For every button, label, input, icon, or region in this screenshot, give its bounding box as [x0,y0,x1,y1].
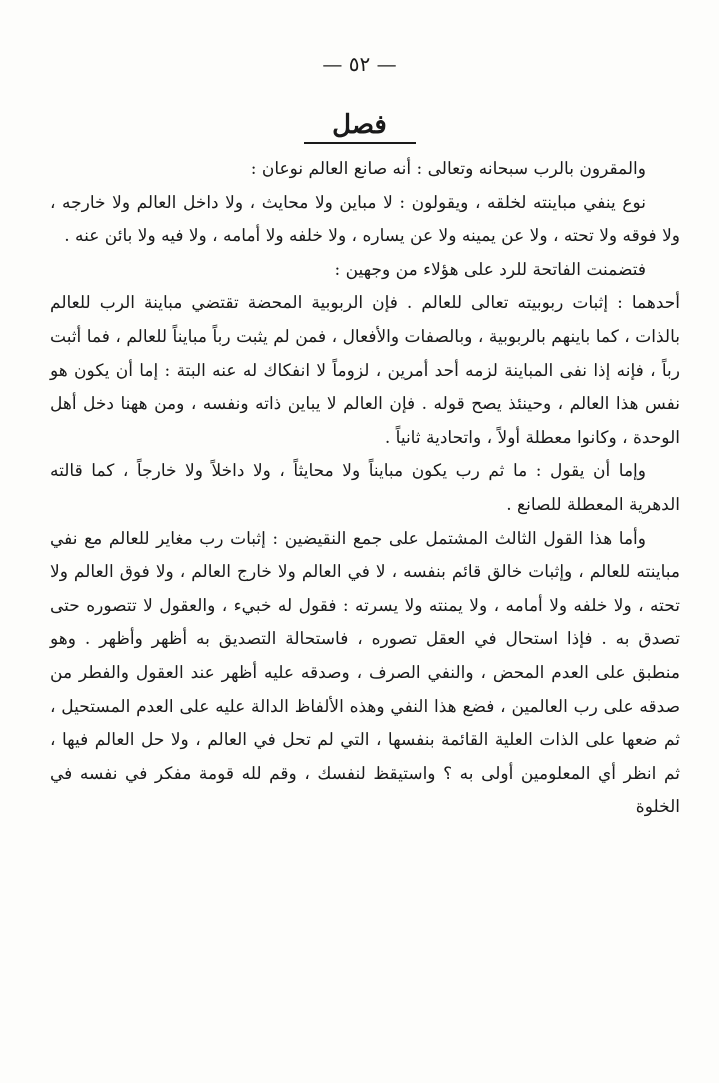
body-text [50,153,680,825]
section-heading-underline [304,142,416,144]
paragraph-first-aspect: أحدهما : إثبات ربوبيته تعالى للعالم . فإن الربوبية المحضة تقتضي مباينة الرب للعالم بالذات ، كما باينهم بالربوبية ، وبالصفات والأفعال ، فمن لم يثبت رباً مبايناً للعالم ، فما أثبت رباً ، فإنه إذا نفى المباينة لزمه أحد أمرين ، لزوماً لا انفكاك له عنه البتة : إما أن يكون هو نفس هذا العالم ، وحينئذ يصح قوله . فإن العالم لا يباين ذاته ونفسه ، ومن ههنا دخل أهل الوحدة ، وكانوا معطلة أولاً ، واتحادية ثانياً . [50,293,680,448]
section-heading-text: فصل [332,110,387,140]
paragraph-intro: والمقرون بالرب سبحانه وتعالى : أنه صانع العالم نوعان : [250,159,646,179]
paragraph-fatiha-response: فتضمنت الفاتحة للرد على هؤلاء من وجهين : [334,259,646,280]
paragraph-second-option: وإما أن يقول : ما ثم رب يكون مبايناً ولا محايثاً ، ولا داخلاً ولا خارجاً ، كما قالته الدهرية المعطلة للصانع . [50,461,680,515]
page-number: — ٥٢ — [322,52,397,76]
section-heading [0,110,719,144]
paragraph-first-type: نوع ينفي مباينته لخلقه ، ويقولون : لا مباين ولا محايث ، ولا داخل العالم ولا خارجه ، ولا فوقه ولا تحته ، ولا عن يمينه ولا عن يساره ، ولا خلفه ولا أمامه ، ولا فيه ولا بائن عنه . [50,192,680,247]
paragraph-third-saying: وأما هذا القول الثالث المشتمل على جمع النقيضين : إثبات رب مغاير للعالم مع نفي مباينته للعالم ، وإثبات خالق قائم بنفسه ، لا في العالم ولا خارج العالم ، ولا فوق العالم ولا تحته ، ولا خلفه ولا أمامه ، ولا يمنته ولا يسرته : فقول له خبيء ، والعقول لا تتصوره حتى تصدق به . فإذا استحال في العقل تصوره ، فاستحالة التصديق به أظهر وأظهر . وهو منطبق على العدم المحض ، والنفي الصرف ، وصدقه عليه أظهر عند العقول والفطر من صدقه على رب العالمين ، فضع هذا النفي وهذه الألفاظ الدالة عليه على العدم المستحيل ، ثم ضعها على الذات العلية القائمة بنفسها ، التي لم تحل في العالم ، ولا حل العالم فيها ، ثم انظر أي المعلومين أولى به ؟ واستيقظ لنفسك ، وقم لله قومة مفكر في نفسه في الخلوة [50,528,680,818]
